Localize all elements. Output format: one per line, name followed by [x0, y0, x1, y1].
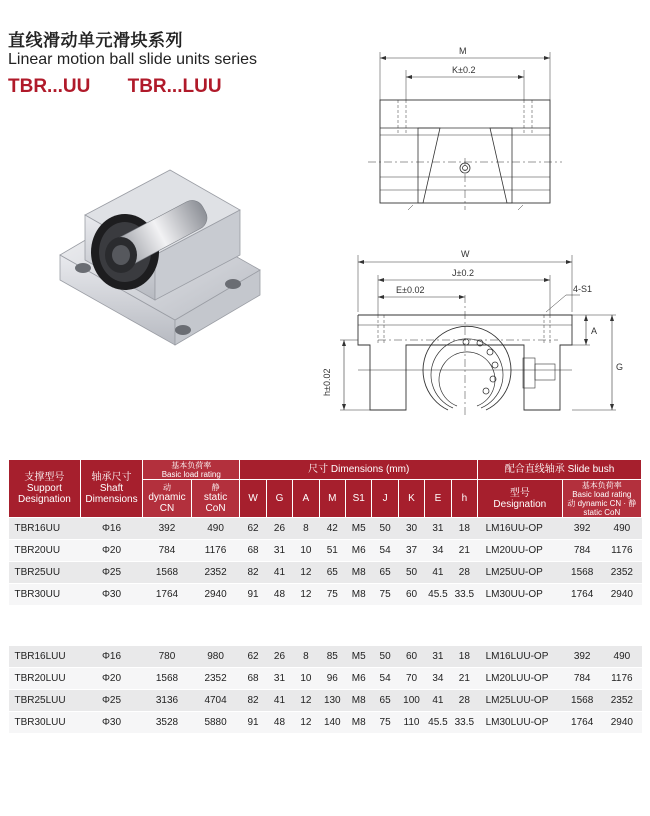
series-labels — [8, 76, 254, 98]
table-cell: 45.5 — [425, 712, 451, 734]
col-j: J — [372, 480, 398, 518]
table-cell: 50 — [372, 646, 398, 668]
table-cell: TBR16UU — [9, 518, 81, 540]
table-cell: 18 — [451, 518, 477, 540]
table-cell: 54 — [372, 540, 398, 562]
table-cell: 12 — [293, 712, 319, 734]
table-cell: 1764 — [143, 584, 192, 606]
table-cell: 50 — [372, 518, 398, 540]
col-g: G — [266, 480, 292, 518]
table-cell: 1176 — [602, 668, 641, 690]
table-cell: 1764 — [562, 584, 602, 606]
series-luu: TBR...LUU — [127, 76, 222, 97]
table-cell: 2940 — [602, 712, 641, 734]
table-cell: 780 — [143, 646, 192, 668]
table-cell: TBR30LUU — [9, 712, 81, 734]
table-cell: 1568 — [562, 690, 602, 712]
table-cell: Φ25 — [80, 562, 142, 584]
table-cell: 490 — [602, 646, 641, 668]
table-cell: Φ25 — [80, 690, 142, 712]
table-cell: 34 — [425, 540, 451, 562]
col-s1: S1 — [345, 480, 371, 518]
table-cell: Φ16 — [80, 646, 142, 668]
table-cell: 50 — [398, 562, 424, 584]
table-cell: 392 — [562, 518, 602, 540]
col-bush: 配合直线轴承 Slide bush — [478, 460, 642, 480]
table-row — [9, 712, 642, 734]
table-row — [9, 540, 642, 562]
table-cell: 60 — [398, 646, 424, 668]
page-title-cn: 直线滑动单元滑块系列 — [8, 31, 183, 51]
col-static: 静 static CoN — [191, 480, 240, 518]
table-cell: 12 — [293, 562, 319, 584]
table-cell: 41 — [266, 690, 292, 712]
dim-w-label: W — [461, 249, 470, 259]
col-e: E — [425, 480, 451, 518]
table-cell: LM30LUU-OP — [478, 712, 563, 734]
table-cell: 2940 — [191, 584, 240, 606]
table-cell: 26 — [266, 646, 292, 668]
table-cell: 34 — [425, 668, 451, 690]
table-cell: 37 — [398, 540, 424, 562]
table-cell: 41 — [425, 690, 451, 712]
spec-table — [8, 459, 642, 734]
table-cell: TBR30UU — [9, 584, 81, 606]
table-cell: LM20UU-OP — [478, 540, 563, 562]
col-a: A — [293, 480, 319, 518]
dim-k-label: K±0.2 — [452, 65, 476, 75]
table-row — [9, 668, 642, 690]
table-cell: 82 — [240, 690, 266, 712]
gap-cell — [9, 606, 642, 646]
table-row — [9, 690, 642, 712]
table-cell: 140 — [319, 712, 345, 734]
table-cell: 48 — [266, 584, 292, 606]
table-cell: LM16UU-OP — [478, 518, 563, 540]
table-cell: 65 — [372, 562, 398, 584]
table-cell: 1568 — [562, 562, 602, 584]
table-cell: 62 — [240, 646, 266, 668]
table-cell: 31 — [425, 518, 451, 540]
table-cell: M5 — [345, 518, 371, 540]
table-row — [9, 518, 642, 540]
table-cell: 1176 — [191, 540, 240, 562]
table-cell: LM16LUU-OP — [478, 646, 563, 668]
table-cell: 21 — [451, 668, 477, 690]
table-cell: 75 — [319, 584, 345, 606]
table-cell: 10 — [293, 540, 319, 562]
dim-j-label: J±0.2 — [452, 268, 474, 278]
technical-drawing — [318, 40, 648, 440]
dim-s1-label: 4-S1 — [573, 284, 593, 294]
table-cell: M5 — [345, 646, 371, 668]
table-cell: LM30UU-OP — [478, 584, 563, 606]
col-w: W — [240, 480, 266, 518]
table-cell: 65 — [372, 690, 398, 712]
table-cell: 60 — [398, 584, 424, 606]
table-cell: 784 — [143, 540, 192, 562]
table-cell: 490 — [602, 518, 641, 540]
table-cell: 1568 — [143, 562, 192, 584]
table-cell: 82 — [240, 562, 266, 584]
table-cell: 8 — [293, 646, 319, 668]
table-cell: 48 — [266, 712, 292, 734]
col-shaft: 轴承尺寸 Shaft Dimensions — [80, 460, 142, 518]
dim-a-label: A — [591, 326, 598, 336]
table-cell: 10 — [293, 668, 319, 690]
table-row — [9, 584, 642, 606]
col-bush-load: 基本负荷率 Basic load rating 动 dynamic CN · 静 static CoN — [562, 480, 641, 518]
col-k: K — [398, 480, 424, 518]
table-cell: M8 — [345, 712, 371, 734]
table-cell: 41 — [266, 562, 292, 584]
table-row — [9, 562, 642, 584]
table-cell: 68 — [240, 540, 266, 562]
table-cell: 1764 — [562, 712, 602, 734]
table-cell: M6 — [345, 668, 371, 690]
table-cell: 33.5 — [451, 584, 477, 606]
table-cell: 45.5 — [425, 584, 451, 606]
table-cell: 31 — [266, 668, 292, 690]
table-cell: 68 — [240, 668, 266, 690]
table-cell: 70 — [398, 668, 424, 690]
table-row — [9, 646, 642, 668]
table-cell: 65 — [319, 562, 345, 584]
col-dims: 尺寸 Dimensions (mm) — [240, 460, 478, 480]
table-cell: LM20LUU-OP — [478, 668, 563, 690]
dim-e-label: E±0.02 — [396, 285, 425, 295]
table-cell: 784 — [562, 540, 602, 562]
table-cell: M6 — [345, 540, 371, 562]
table-cell: 62 — [240, 518, 266, 540]
table-cell: Φ20 — [80, 668, 142, 690]
table-cell: 41 — [425, 562, 451, 584]
product-photo — [55, 160, 270, 350]
table-cell: M8 — [345, 690, 371, 712]
table-cell: 28 — [451, 690, 477, 712]
table-cell: 392 — [562, 646, 602, 668]
dim-m-label: M — [459, 46, 467, 56]
table-cell: 4704 — [191, 690, 240, 712]
col-support: 支撑型号 Support Designation — [9, 460, 81, 518]
table-cell: Φ30 — [80, 712, 142, 734]
table-cell: 91 — [240, 712, 266, 734]
table-cell: TBR16LUU — [9, 646, 81, 668]
table-cell: 110 — [398, 712, 424, 734]
table-cell: 31 — [266, 540, 292, 562]
col-m: M — [319, 480, 345, 518]
table-cell: 28 — [451, 562, 477, 584]
table-cell: 54 — [372, 668, 398, 690]
table-cell: 1568 — [143, 668, 192, 690]
table-cell: 75 — [372, 584, 398, 606]
table-cell: 980 — [191, 646, 240, 668]
table-cell: 85 — [319, 646, 345, 668]
table-cell: 2352 — [191, 668, 240, 690]
table-cell: 392 — [143, 518, 192, 540]
table-cell: 2352 — [602, 690, 641, 712]
dim-g-label: G — [616, 362, 624, 372]
table-cell: 75 — [372, 712, 398, 734]
table-cell: 21 — [451, 540, 477, 562]
col-dynamic: 动 dynamic CN — [143, 480, 192, 518]
table-cell: 130 — [319, 690, 345, 712]
table-cell: 42 — [319, 518, 345, 540]
table-cell: 3528 — [143, 712, 192, 734]
table-cell: 1176 — [602, 540, 641, 562]
table-cell: 96 — [319, 668, 345, 690]
table-cell: LM25UU-OP — [478, 562, 563, 584]
table-cell: 12 — [293, 690, 319, 712]
col-h: h — [451, 480, 477, 518]
col-load: 基本负荷率 Basic load rating — [143, 460, 240, 480]
table-cell: 2352 — [602, 562, 641, 584]
table-cell: 3136 — [143, 690, 192, 712]
table-cell: Φ20 — [80, 540, 142, 562]
table-cell: 784 — [562, 668, 602, 690]
table-cell: 8 — [293, 518, 319, 540]
table-cell: TBR25UU — [9, 562, 81, 584]
table-gap — [9, 606, 642, 646]
dim-h-label: h±0.02 — [322, 368, 332, 396]
table-cell: TBR25LUU — [9, 690, 81, 712]
table-cell: 33.5 — [451, 712, 477, 734]
table-cell: Φ16 — [80, 518, 142, 540]
table-cell: 100 — [398, 690, 424, 712]
table-cell: 18 — [451, 646, 477, 668]
table-cell: 91 — [240, 584, 266, 606]
table-cell: TBR20LUU — [9, 668, 81, 690]
col-bush-designation: 型号 Designation — [478, 480, 563, 518]
table-cell: M8 — [345, 584, 371, 606]
table-cell: 31 — [425, 646, 451, 668]
table-cell: Φ30 — [80, 584, 142, 606]
series-uu: TBR...UU — [8, 76, 91, 97]
page-title-en: Linear motion ball slide units series — [8, 51, 258, 68]
table-cell: 12 — [293, 584, 319, 606]
table-cell: 2352 — [191, 562, 240, 584]
table-cell: 26 — [266, 518, 292, 540]
table-cell: 51 — [319, 540, 345, 562]
table-cell: 5880 — [191, 712, 240, 734]
table-cell: 2940 — [602, 584, 641, 606]
table-cell: M8 — [345, 562, 371, 584]
table-cell: 490 — [191, 518, 240, 540]
table-cell: TBR20UU — [9, 540, 81, 562]
table-cell: LM25LUU-OP — [478, 690, 563, 712]
table-cell: 30 — [398, 518, 424, 540]
